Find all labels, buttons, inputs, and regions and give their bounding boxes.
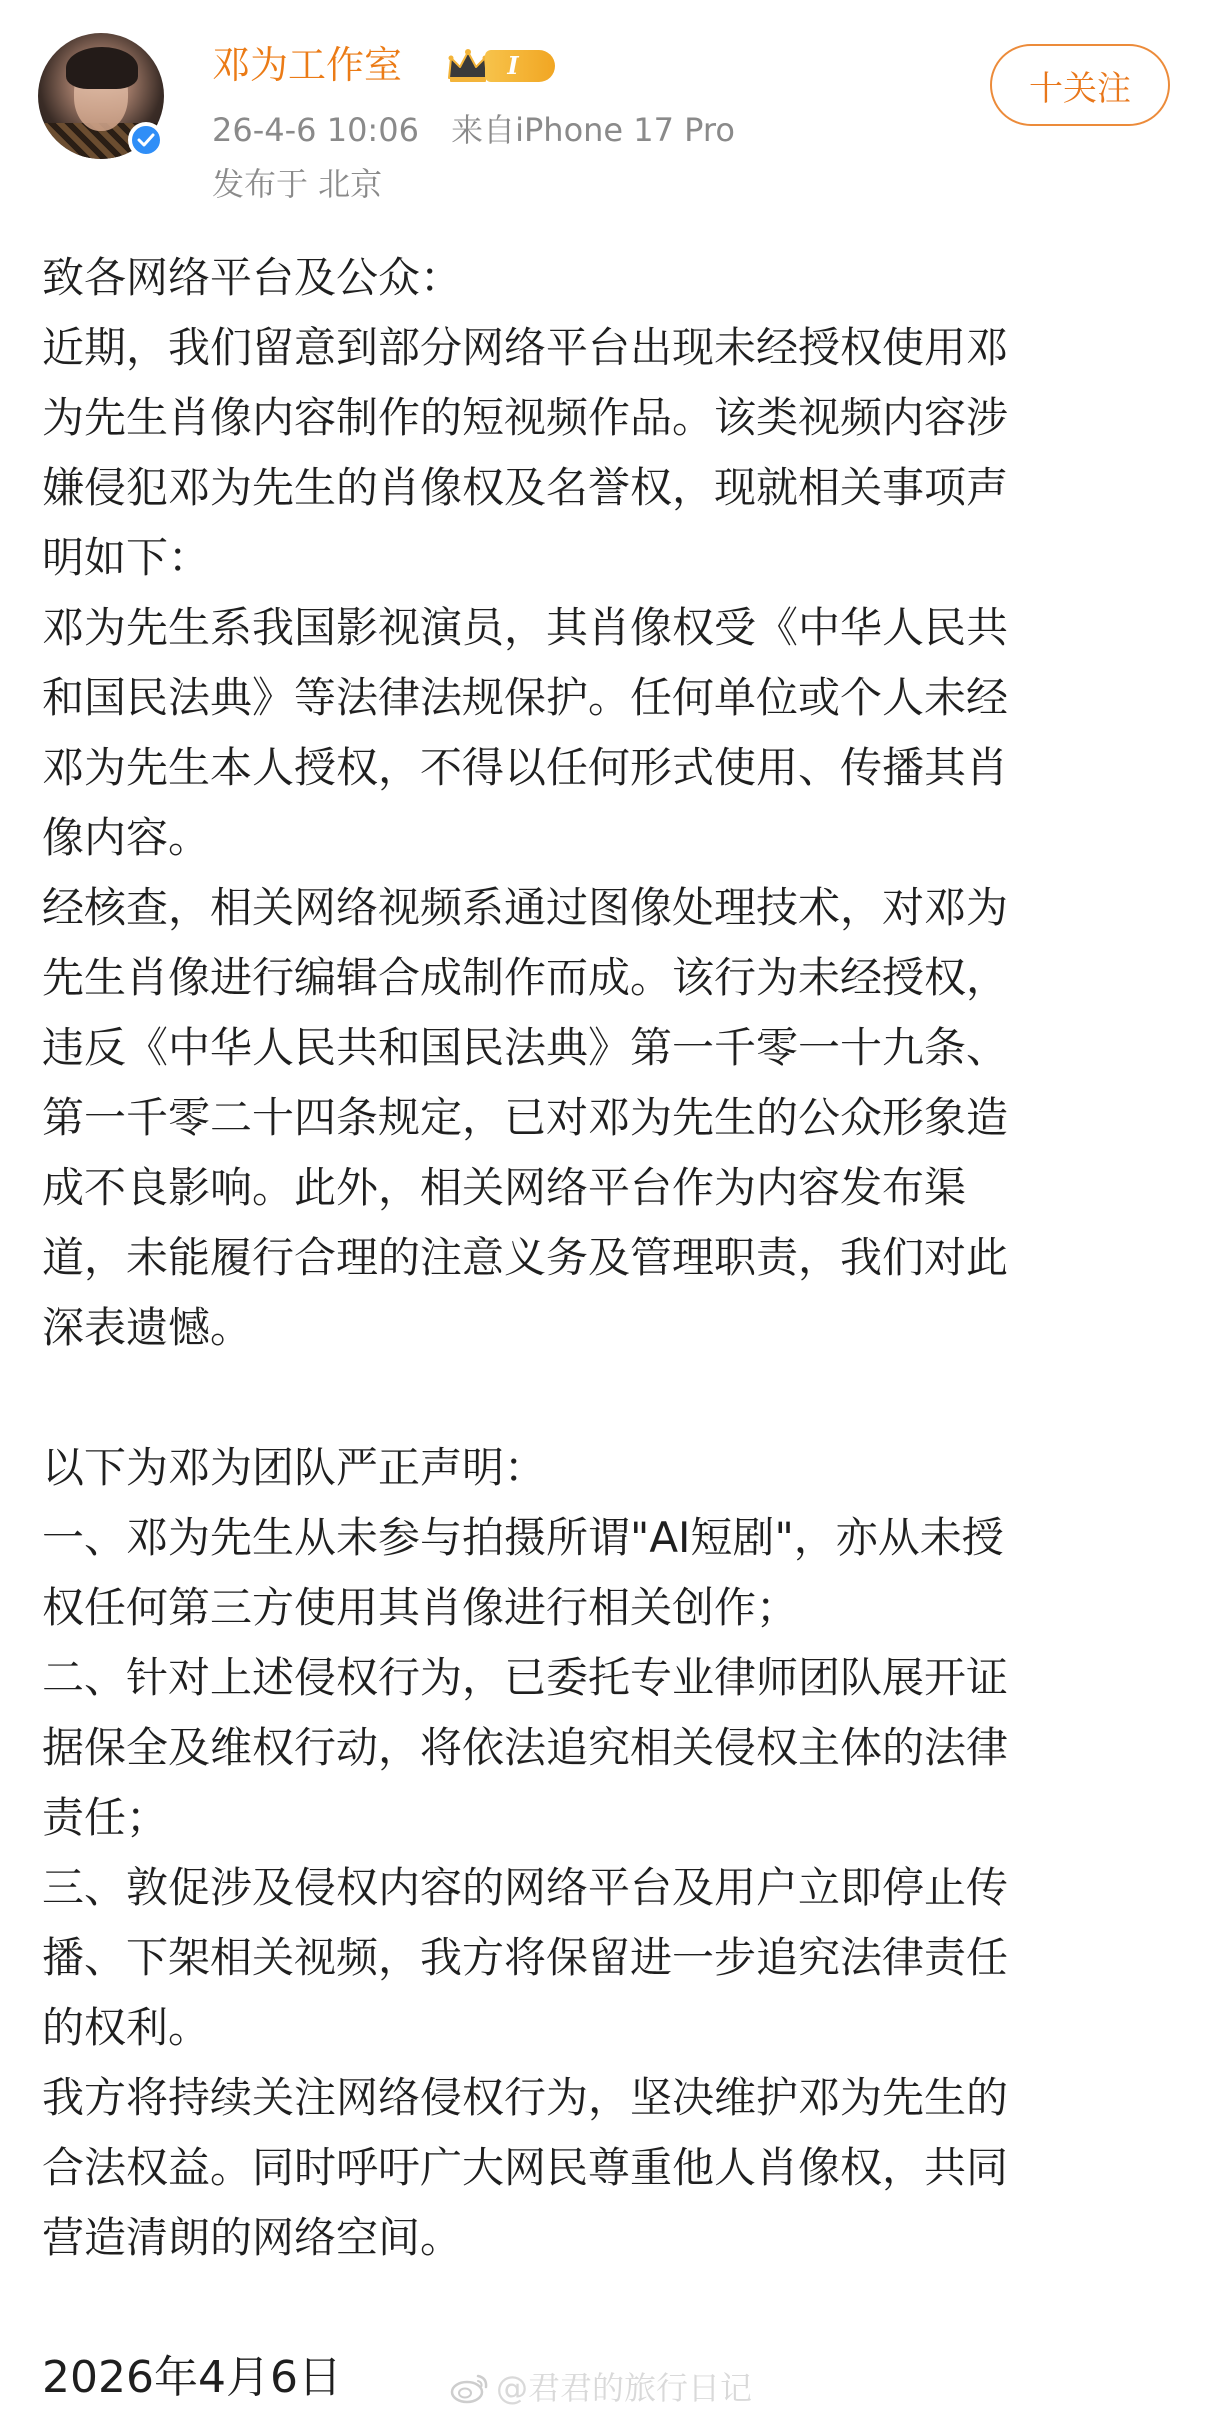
body-line: 近期，我们留意到部分网络平台出现未经授权使用邓 [42, 323, 1009, 372]
watermark [450, 2368, 752, 2408]
post-meta [212, 110, 735, 150]
post-location: 发布于 北京 [212, 165, 383, 203]
body-line: 我方将持续关注网络侵权行为，坚决维护邓为先生的 [42, 2073, 1009, 2122]
body-line: 合法权益。同时呼吁广大网民尊重他人肖像权，共同 [42, 2143, 1009, 2192]
body-line: 二、针对上述侵权行为，已委托专业律师团队展开证 [42, 1653, 1009, 1702]
body-line: 的权利。 [42, 2003, 211, 2052]
post-header [0, 0, 1206, 230]
body-line: 先生肖像进行编辑合成制作而成。该行为未经授权， [42, 953, 1009, 1002]
weibo-logo-icon [450, 2372, 490, 2404]
body-line: 像内容。 [42, 813, 211, 862]
body-line: 经核查，相关网络视频系通过图像处理技术，对邓为 [42, 883, 1009, 932]
follow-label: 十关注 [1029, 68, 1131, 109]
body-line: 三、敦促涉及侵权内容的网络平台及用户立即停止传 [42, 1863, 1009, 1912]
author-name[interactable]: 邓为工作室 [212, 43, 403, 87]
body-line: 邓为先生本人授权，不得以任何形式使用、传播其肖 [42, 743, 1009, 792]
body-line: 权任何第三方使用其肖像进行相关创作； [42, 1583, 799, 1632]
post-body [42, 243, 1170, 2413]
vip-badge[interactable] [445, 46, 555, 86]
post-date: 2026年4月6日 [42, 2352, 342, 2403]
body-line: 嫌侵犯邓为先生的肖像权及名誉权，现就相关事项声 [42, 463, 1009, 512]
post-timestamp: 26-4-6 10:06 [212, 111, 419, 149]
body-line: 第一千零二十四条规定，已对邓为先生的公众形象造 [42, 1093, 1009, 1142]
body-line: 邓为先生系我国影视演员，其肖像权受《中华人民共 [42, 603, 1009, 652]
body-line: 致各网络平台及公众： [42, 253, 463, 302]
body-line: 播、下架相关视频，我方将保留进一步追究法律责任 [42, 1933, 1009, 1982]
body-line: 责任； [42, 1793, 169, 1842]
body-line: 一、邓为先生从未参与拍摄所谓"AI短剧"，亦从未授 [42, 1513, 1004, 1562]
paragraph-spacer [42, 1363, 1170, 1433]
verified-check-icon [128, 122, 164, 158]
post-source: 来自iPhone 17 Pro [451, 111, 735, 149]
body-line: 违反《中华人民共和国民法典》第一千零一十九条、 [42, 1023, 1009, 1072]
body-line: 据保全及维权行动，将依法追究相关侵权主体的法律 [42, 1723, 1009, 1772]
watermark-text: @君君的旅行日记 [496, 2369, 753, 2407]
body-line: 和国民法典》等法律法规保护。任何单位或个人未经 [42, 673, 1009, 722]
body-line: 为先生肖像内容制作的短视频作品。该类视频内容涉 [42, 393, 1009, 442]
avatar-hair [66, 47, 138, 89]
follow-button[interactable] [990, 44, 1170, 126]
body-line: 道，未能履行合理的注意义务及管理职责，我们对此 [42, 1233, 1009, 1282]
body-line: 明如下： [42, 533, 211, 582]
vip-level: I [485, 50, 555, 82]
body-line: 营造清朗的网络空间。 [42, 2213, 463, 2262]
body-line: 深表遗憾。 [42, 1303, 253, 1352]
body-line: 以下为邓为团队严正声明： [42, 1443, 547, 1492]
body-line: 成不良影响。此外，相关网络平台作为内容发布渠 [42, 1163, 967, 1212]
